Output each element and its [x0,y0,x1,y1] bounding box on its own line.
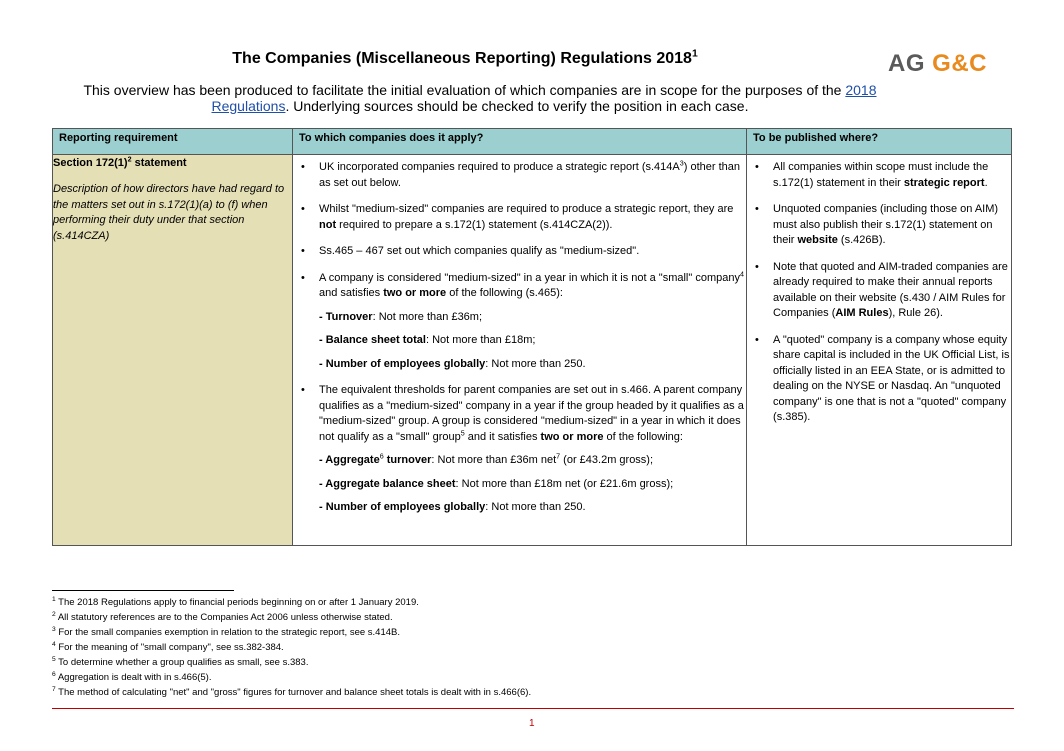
list-item: • The equivalent thresholds for parent companies are set out in s.466. A parent company qualifies as a "medium-sized" company in a year if the group headed by it qualifies as a "medium-sized" group. A group is considered "medium-sized" in a year in which it does not qualify as a "small" group$^5$ and it satisfies two or more of the following: [293,383,746,445]
requirement-description: Description of how directors have had regard to the matters set out in s.172(1)(a) to (f) when performing their duty under that section (s.414CZA) [53,183,285,242]
regulations-link[interactable]: 2018 [845,82,877,98]
group-threshold-turnover: - Aggregate$^6$ turnover: Not more than £36m net$^7$ (or £43.2m gross); [319,452,654,466]
table-row [53,155,1012,546]
footnote-ref-4[interactable]: 4 [739,269,744,278]
requirement-cell [53,155,293,546]
overview-table [52,128,1012,546]
threshold-employees: - Number of employees globally: Not more than 250. [319,357,586,370]
footnotes [52,595,531,700]
table-header-row [53,129,1012,155]
footnote-4: $^4$ For the meaning of "small company", see ss.382-384. [52,640,284,653]
footnote-ref-3[interactable]: 3 [679,159,684,168]
list-item: • Whilst "medium-sized" companies are required to produce a strategic report, they are not required to prepare a s.172(1) statement (s.414CZA(2)). [293,202,746,233]
list-item: • Note that quoted and AIM-traded companies are already required to make their annual reports available on their website (s.430 / AIM Rules for Companies (AIM Rules), Rule 26). [747,260,1011,322]
page-number: 1 [529,718,535,729]
header-reporting-requirement: Reporting requirement [53,129,293,155]
footnote-3: $^3$ For the small companies exemption in relation to the strategic report, see s.414B. [52,625,400,638]
footnote-6: $^6$ Aggregation is dealt with in s.466(5). [52,670,212,683]
intro-paragraph: This overview has been produced to facilitate the initial evaluation of which companies are in scope for the purposes of the 2018 Regulations. Underlying sources should be checked to verify the position in each case. [83,82,877,114]
requirement-title: Section $172(1)^2$ statement [53,155,187,169]
list-item: • A company is considered "medium-sized" in a year in which it is not a "small" company$^4$ and satisfies two or more of the following (s.465): [293,271,746,302]
list-item: • UK incorporated companies required to produce a strategic report $(s.414A^3)$ other than as set out below. [293,160,746,191]
published-where-cell [747,155,1012,546]
list-item: • All companies within scope must include the s.172(1) statement in their strategic report. [747,160,1011,191]
footnote-7: $^7$ The method of calculating "net" and "gross" figures for turnover and balance sheet totals is dealt with in s.466(6). [52,685,532,698]
footnote-ref-5[interactable]: 5 [460,428,465,437]
footnote-2: $^2$ All statutory references are to the Companies Act 2006 unless otherwise stated. [52,610,393,623]
footnote-ref-7[interactable]: 7 [556,452,561,461]
footer-rule [52,708,1014,709]
header-published-where: To be published where? [747,129,1012,155]
footnote-ref-2[interactable]: 2 [127,155,132,164]
threshold-turnover: - Turnover: Not more than £36m; [319,310,483,323]
threshold-balance-sheet: - Balance sheet total: Not more than £18m; [319,334,536,346]
list-item: • Unquoted companies (including those on AIM) must also publish their s.172(1) statement on their website (s.426B). [747,202,1011,249]
footnote-ref-6[interactable]: 6 [379,452,384,461]
footnote-1: $^1$ The 2018 Regulations apply to financial periods beginning on or after 1 January 2019. [52,595,419,608]
company-logo: AG G&C [888,50,988,77]
applies-to-cell [293,155,747,546]
list-item: • Ss.465 – 467 set out which companies qualify as "medium-sized". [293,244,746,260]
regulations-link-cont[interactable]: Regulations [211,98,286,114]
footnote-5: $^5$ To determine whether a group qualifies as small, see s.383. [52,655,309,668]
footnote-separator [52,590,234,591]
footnote-ref-1[interactable]: 1 [691,48,698,60]
list-item: • A "quoted" company is a company whose equity share capital is included in the UK Official List, is officially listed in an EEA State, or is admitted to dealing on the NYSE or Nasdaq. An "unquoted company" is one that is not a "quoted" company (s.385). [747,333,1011,426]
header-applies-to: To which companies does it apply? [293,129,747,155]
page-title: The Companies (Miscellaneous Reporting) Regulations 2018$^1$ [232,48,698,67]
group-threshold-employees: - Number of employees globally: Not more than 250. [319,501,586,513]
group-threshold-balance-sheet: - Aggregate balance sheet: Not more than £18m net (or £21.6m gross); [319,477,674,490]
